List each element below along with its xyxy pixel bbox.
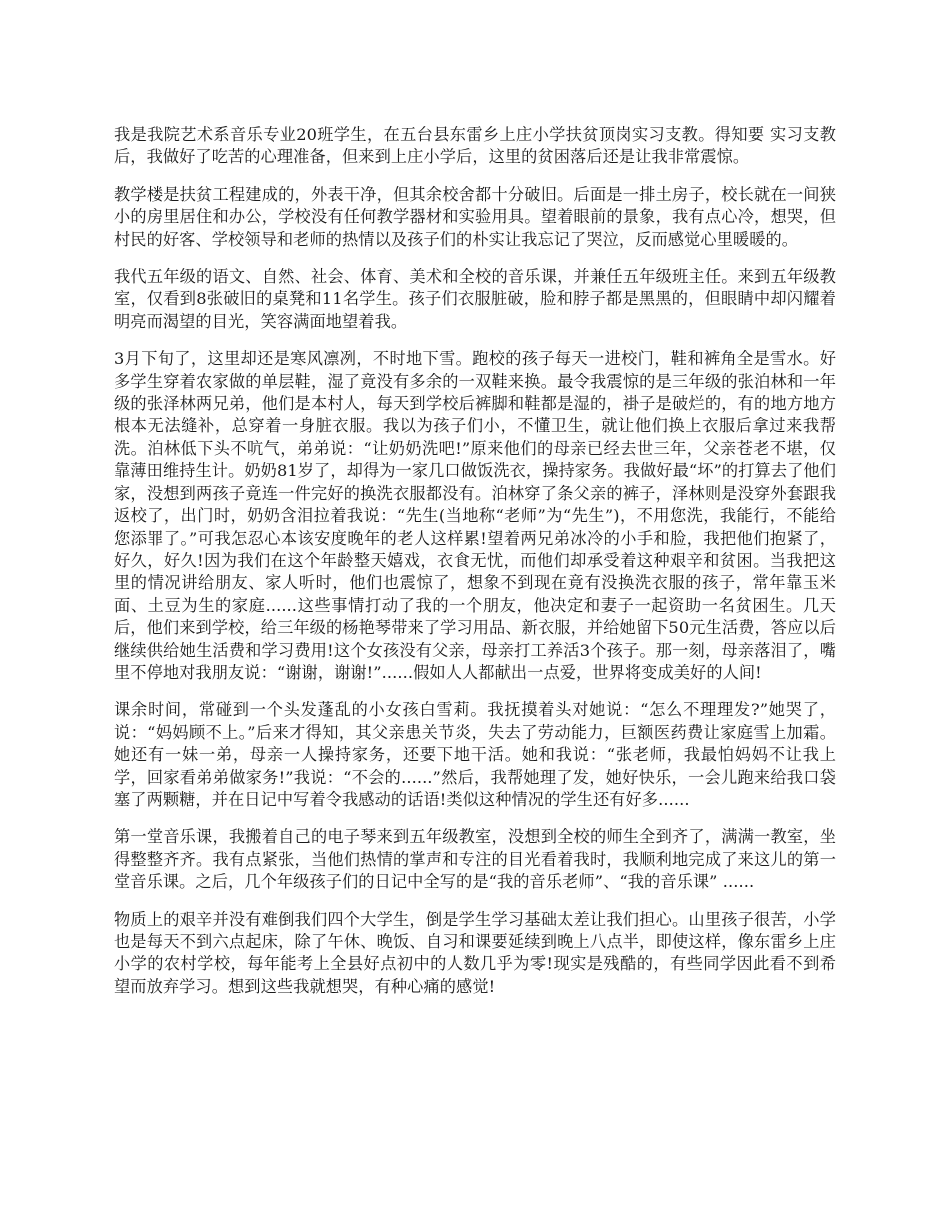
paragraph-5: 课余时间，常碰到一个头发蓬乱的小女孩白雪莉。我抚摸着头对她说：“怎么不理理发?”她哭了，说：“妈妈顾不上。”后来才得知，其父亲患关节炎，失去了劳动能力，巨额医药费让家庭雪上加霜。她还有一妹一弟，母亲一人操持家务，还要下地干活。她和我说：“张老师，我最怕妈妈不让我上学，回家看弟弟做家务!”我说：“不会的......”然后，我帮她理了发，她好快乐，一会儿跑来给我口袋塞了两颗糖，并在日记中写着令我感动的话语!类似这种情况的学生还有好多......	[114, 700, 836, 809]
document-body	[114, 124, 836, 1013]
paragraph-7: 物质上的艰辛并没有难倒我们四个大学生，倒是学生学习基础太差让我们担心。山里孩子很苦，小学也是每天不到六点起床，除了午休、晚饭、自习和课要延续到晚上八点半，即使这样，像东雷乡上庄小学的农村学校，每年能考上全县好点初中的人数几乎为零!现实是残酷的，有些同学因此看不到希望而放弃学习。想到这些我就想哭，有种心痛的感觉!	[114, 909, 836, 996]
paragraph-6: 第一堂音乐课，我搬着自己的电子琴来到五年级教室，没想到全校的师生全到齐了，满满一教室，坐得整整齐齐。我有点紧张，当他们热情的掌声和专注的目光看着我时，我顺利地完成了来这儿的第一堂音乐课。之后，几个年级孩子们的日记中全写的是“我的音乐老师”、“我的音乐课” ......	[114, 827, 836, 892]
paragraph-3: 我代五年级的语文、自然、社会、体育、美术和全校的音乐课，并兼任五年级班主任。来到五年级教室，仅看到8张破旧的桌凳和11名学生。孩子们衣服脏破，脸和脖子都是黑黑的，但眼睛中却闪耀着明亮而渴望的目光，笑容满面地望着我。	[114, 267, 836, 331]
paragraph-1: 我是我院艺术系音乐专业20班学生，在五台县东雷乡上庄小学扶贫顶岗实习支教。得知要 实习支教后，我做好了吃苦的心理准备，但来到上庄小学后，这里的贫困落后还是让我非常震惊。	[114, 125, 836, 167]
paragraph-2: 教学楼是扶贫工程建成的，外表干净，但其余校舍都十分破旧。后面是一排土房子，校长就在一间狭小的房里居住和办公，学校没有任何教学器材和实验用具。望着眼前的景象，我有点心冷，想哭，但村民的好客、学校领导和老师的热情以及孩子们的朴实让我忘记了哭泣，反而感觉心里暖暖的。	[114, 184, 836, 249]
paragraph-4: 3月下旬了，这里却还是寒风凛冽，不时地下雪。跑校的孩子每天一进校门，鞋和裤角全是雪水。好多学生穿着农家做的单层鞋，湿了竟没有多余的一双鞋来换。最令我震惊的是三年级的张泊林和一年级的张泽林两兄弟，他们是本村人，每天到学校后裤脚和鞋都是湿的，褂子是破烂的，有的地方地方根本无法缝补，总穿着一身脏衣服。我以为孩子们小，不懂卫生，就让他们换上衣服后拿过来我帮洗。泊林低下头不吭气，弟弟说：“让奶奶洗吧!”原来他们的母亲已经去世三年，父亲苍老不堪，仅靠薄田维持生计。奶奶81岁了，却得为一家几口做饭洗衣，操持家务。我做好最“坏”的打算去了他们家，没想到两孩子竟连一件完好的换洗衣服都没有。泊林穿了条父亲的裤子，泽林则是没穿外套跟我返校了，出门时，奶奶含泪拉着我说：“先生(当地称“老师”为“先生”)，不用您洗，我能行，不能给您添罪了。”可我怎忍心本该安度晚年的老人这样累!望着两兄弟冰冷的小手和脸，我把他们抱紧了，好久，好久!因为我们在这个年龄整天嬉戏，衣食无忧，而他们却承受着这种艰辛和贫困。当我把这里的情况讲给朋友、家人听时，他们也震惊了，想象不到现在竟有没换洗衣服的孩子，常年靠玉米面、土豆为生的家庭......这些事情打动了我的一个朋友，他决定和妻子一起资助一名贫困生。几天后，他们来到学校，给三年级的杨艳琴带来了学习用品、新衣服，并给她留下50元生活费，答应以后继续供给她生活费和学习费用!这个女孩没有父亲，母亲打工养活3个孩子。那一刻，母亲落泪了，嘴里不停地对我朋友说：“谢谢，谢谢!”......假如人人都献出一点爱，世界将变成美好的人间!	[114, 349, 836, 682]
